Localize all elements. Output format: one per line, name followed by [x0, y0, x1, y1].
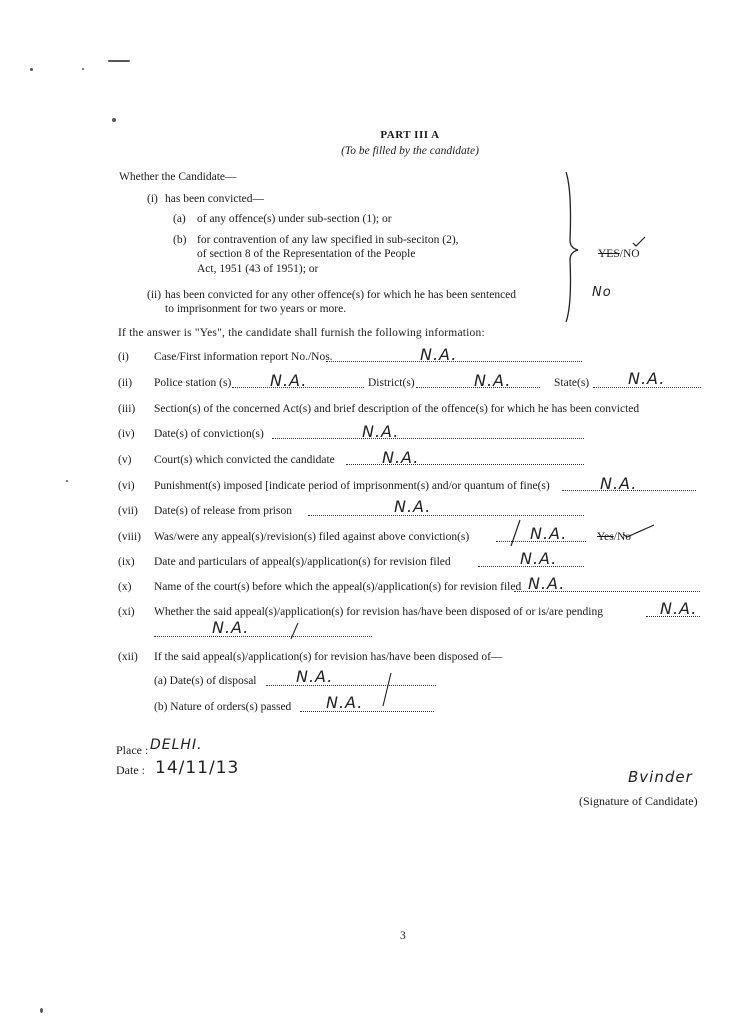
- q1-text: has been convicted—: [165, 193, 264, 205]
- q2-label: (ii): [147, 289, 162, 301]
- item-vi-label: Punishment(s) imposed [indicate period of imprisonment(s) and/or quantum of fine(s): [154, 480, 550, 492]
- item-xii-label: If the said appeal(s)/application(s) for revision has/have been disposed of—: [154, 651, 503, 663]
- item-ii-district-value: N.A.: [474, 371, 512, 390]
- q2-line1: has been convicted for any other offence(s) for which he has been sentenced: [165, 289, 517, 301]
- item-iv-line: [272, 438, 584, 439]
- item-ix-value: N.A.: [520, 549, 558, 568]
- item-xii-b-label: (b) Nature of orders(s) passed: [154, 701, 292, 713]
- q1a-label: (a): [173, 213, 186, 225]
- candidate-signature: Bvinder: [628, 768, 693, 786]
- item-iv-label: Date(s) of conviction(s): [154, 428, 264, 440]
- item-ii-label: Police station (s): [154, 377, 232, 389]
- item-vii-num: (vii): [118, 505, 138, 517]
- item-xii-b-line: [300, 711, 434, 712]
- item-viii-answer-sep: /: [613, 531, 617, 543]
- item-ix-label: Date and particulars of appeal(s)/application(s) for revision filed: [154, 556, 451, 568]
- item-vii-label: Date(s) of release from prison: [154, 505, 292, 517]
- q1-answer: [598, 248, 640, 260]
- date-value: 14/11/13: [155, 758, 240, 778]
- item-ii-num: (ii): [118, 377, 133, 389]
- q1b-line2: of section 8 of the Representation of the People: [197, 248, 416, 260]
- item-xii-num: (xii): [118, 651, 138, 663]
- item-iv-num: (iv): [118, 428, 135, 440]
- q1b-line1: for contravention of any law specified in sub-seciton (2),: [197, 234, 459, 246]
- intro-text: Whether the Candidate—: [119, 171, 237, 183]
- item-ii-district-label: District(s): [368, 377, 415, 389]
- item-viii-answer-value: No: [616, 531, 631, 543]
- item-ii-state-value: N.A.: [628, 369, 666, 388]
- scan-speck: [112, 118, 116, 122]
- checkmark-icon: [622, 522, 656, 538]
- item-viii-value: N.A.: [530, 524, 568, 543]
- date-label: Date :: [116, 763, 145, 777]
- item-xii-a-line: [266, 685, 436, 686]
- item-vi-value: N.A.: [600, 474, 638, 493]
- q1b-label: (b): [173, 234, 187, 246]
- item-v-label: Court(s) which convicted the candidate: [154, 454, 335, 466]
- instruction-text: If the answer is "Yes", the candidate shall furnish the following information:: [118, 327, 485, 339]
- item-xi-value: N.A.: [660, 599, 698, 618]
- scan-speck: [40, 1008, 43, 1013]
- signature-caption: (Signature of Candidate): [579, 794, 698, 808]
- item-vii-value: N.A.: [394, 497, 432, 516]
- item-v-num: (v): [118, 454, 132, 466]
- item-iv-value: N.A.: [362, 422, 400, 441]
- scan-mark: [108, 60, 130, 62]
- slash-mark: [508, 518, 524, 548]
- item-xi-line2: [154, 636, 372, 637]
- item-viii-answer-struck: Yes: [597, 531, 614, 543]
- q2-answer: No: [592, 285, 612, 300]
- q1-answer-struck: YES: [598, 248, 620, 260]
- page-number: 3: [400, 930, 406, 942]
- brace-icon: [558, 170, 582, 325]
- slash-mark: [288, 622, 302, 640]
- item-i-value: N.A.: [420, 345, 458, 364]
- scan-speck: [66, 480, 68, 482]
- item-xii-a-value: N.A.: [296, 667, 334, 686]
- q1-label: (i): [147, 193, 158, 205]
- section-title: PART III A: [380, 129, 440, 141]
- q2-line2: to imprisonment for two years or more.: [165, 303, 347, 315]
- q1b-line3: Act, 1951 (43 of 1951); or: [197, 263, 319, 275]
- item-iii-label: Section(s) of the concerned Act(s) and brief description of the offence(s) for which he has been convicted: [154, 403, 640, 415]
- place-label: Place :: [116, 743, 149, 757]
- scan-speck: [82, 68, 84, 70]
- item-ii-value: N.A.: [270, 371, 308, 390]
- item-viii-num: (viii): [118, 531, 141, 543]
- item-xi-num: (xi): [118, 606, 135, 618]
- item-xi-value2: N.A.: [212, 618, 250, 637]
- item-ii-state-label: State(s): [554, 377, 590, 389]
- q1a-text: of any offence(s) under sub-section (1); or: [197, 213, 392, 225]
- item-vi-num: (vi): [118, 480, 135, 492]
- q1-answer-value: NO: [622, 248, 640, 260]
- scan-speck: [30, 68, 33, 71]
- item-i-num: (i): [118, 351, 129, 363]
- item-xii-a-label: (a) Date(s) of disposal: [154, 675, 257, 687]
- item-v-value: N.A.: [382, 448, 420, 467]
- item-xi-label: Whether the said appeal(s)/application(s) for revision has/have been disposed of or is/are pending: [154, 606, 603, 618]
- q1-answer-sep: /: [619, 248, 623, 260]
- item-xii-b-value: N.A.: [326, 693, 364, 712]
- item-i-label: Case/First information report No./Nos.: [154, 351, 333, 363]
- place-value: DELHI.: [150, 737, 203, 753]
- checkmark-icon: [632, 236, 646, 248]
- item-vii-line: [308, 515, 584, 516]
- item-x-num: (x): [118, 581, 132, 593]
- slash-mark: [380, 672, 394, 708]
- item-viii-label: Was/were any appeal(s)/revision(s) filed against above conviction(s): [154, 531, 470, 543]
- section-subtitle: (To be filled by the candidate): [341, 145, 479, 157]
- item-iii-num: (iii): [118, 403, 136, 415]
- item-x-label: Name of the court(s) before which the appeal(s)/application(s) for revision filed: [154, 581, 522, 593]
- item-ix-num: (ix): [118, 556, 135, 568]
- item-x-value: N.A.: [528, 574, 566, 593]
